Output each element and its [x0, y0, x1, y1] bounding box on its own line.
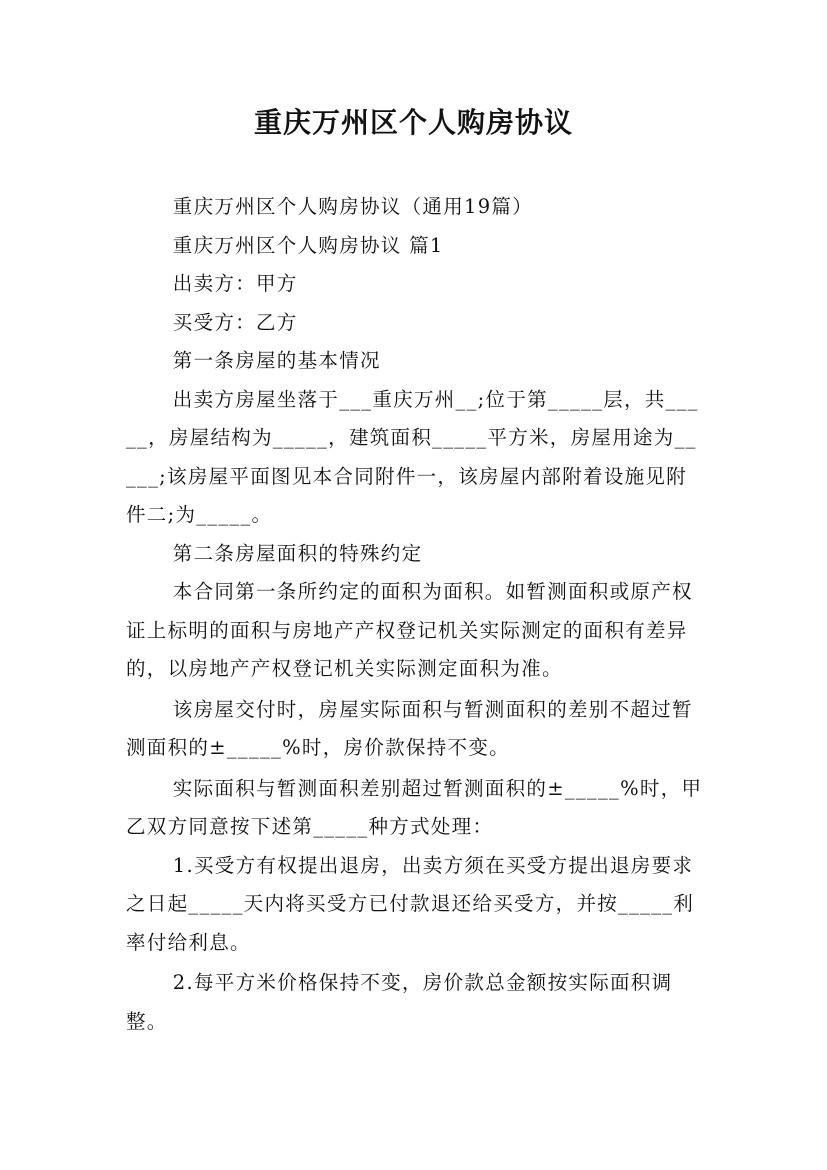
paragraph-article-1-heading: 第一条房屋的基本情况 — [172, 349, 381, 372]
document-body — [126, 188, 706, 1041]
paragraph-option-2: 2.每平方米价格保持不变，房价款总金额按实际面积调整。 — [126, 971, 673, 1033]
paragraph-article-2-heading: 第二条房屋面积的特殊约定 — [172, 541, 423, 565]
paragraph-collection-title: 重庆万州区个人购房协议（通用19篇） — [172, 195, 534, 218]
paragraph-delivery-tolerance: 该房屋交付时，房屋实际面积与暂测面积的差别不超过暂测面积的±_____%时，房价款保持不变。 — [126, 697, 693, 759]
paragraph-section-heading: 重庆万州区个人购房协议 篇1 — [172, 233, 444, 257]
paragraph-article-2-body: 本合同第一条所约定的面积为面积。如暂测面积或原产权证上标明的面积与房地产产权登记机关实际测定的面积有差异的，以房地产产权登记机关实际测定面积为准。 — [126, 580, 693, 680]
paragraph-exceeding-tolerance: 实际面积与暂测面积差别超过暂测面积的±_____%时，甲乙双方同意按下述第_____种方式处理： — [126, 776, 703, 838]
paragraph-article-1-body: 出卖方房屋坐落于___重庆万州__;位于第_____层，共_____，房屋结构为_____，建筑面积_____平方米，房屋用途为_____;该房屋平面图见本合同附件一，该房屋内部附着设施见附件二;为_____。 — [126, 387, 699, 526]
paragraph-option-1: 1.买受方有权提出退房，出卖方须在买受方提出退房要求之日起_____天内将买受方已付款退还给买受方，并按_____利率付给利息。 — [126, 853, 695, 954]
document-title: 重庆万州区个人购房协议 — [253, 106, 573, 139]
paragraph-seller: 出卖方：甲方 — [172, 272, 298, 295]
paragraph-buyer: 买受方：乙方 — [172, 310, 298, 334]
